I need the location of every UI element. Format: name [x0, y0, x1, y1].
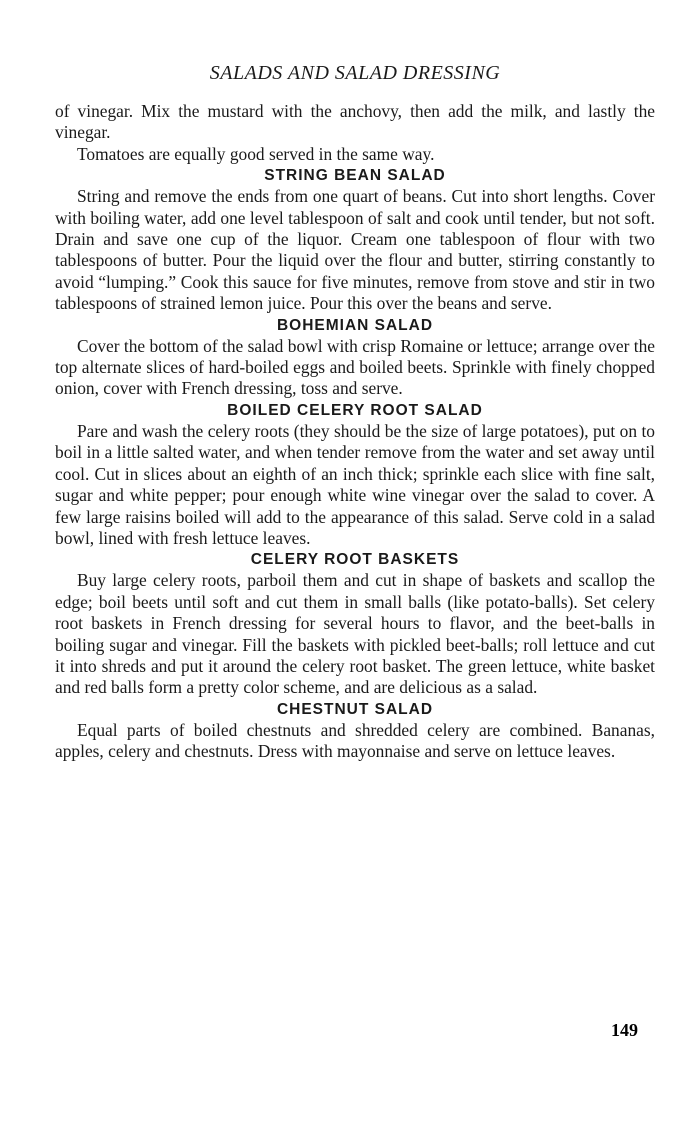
recipe-celery-root-baskets — [55, 551, 655, 698]
recipe-title: BOHEMIAN SALAD — [276, 316, 434, 334]
recipe-text: Equal parts of boiled chestnuts and shredded celery are combined. Bananas, apples, celery and chestnuts. Dress with mayonnaise and serve on lettuce leaves. — [55, 719, 655, 762]
recipe-text: String and remove the ends from one quart of beans. Cut into short lengths. Cover with boiling water, add one level tablespoon of salt and cook until tender, but not soft. Drain and save one cup of the liquor. Cream one tablespoon of flour with two tablespoons of butter. Pour the liquid over the flour and butter, stirring constantly to avoid “lumping.” Cook this sauce for five minutes, remove from stove and stir in two tablespoons of strained lemon juice. Pour this over the beans and serve. — [55, 186, 655, 314]
recipe-boiled-celery-root-salad — [55, 402, 655, 549]
recipe-title: BOILED CELERY ROOT SALAD — [227, 401, 483, 419]
recipe-string-bean-salad — [55, 167, 655, 314]
recipe-chestnut-salad — [55, 701, 655, 763]
recipe-title: CHESTNUT SALAD — [276, 700, 434, 718]
book-page — [55, 62, 655, 763]
recipe-text: Buy large celery roots, parboil them and cut in shape of baskets and scallop the edge; boil beets until soft and cut them in small balls (like potato-balls). Set celery root baskets in French dressing for several hours to flavor, and the beet-balls in boiling sugar and vinegar. Fill the baskets with pickled beet-balls; roll lettuce and cut it into shreds and put it around the celery root basket. The green lettuce, white basket and red balls form a pretty color scheme, and are delicious as a salad. — [55, 570, 655, 698]
intro-paragraph-continued: of vinegar. Mix the mustard with the anchovy, then add the milk, and lastly the vinegar. — [55, 101, 655, 143]
recipe-bohemian-salad — [55, 317, 655, 400]
running-head: SALADS AND SALAD DRESSING — [209, 62, 501, 84]
recipe-text: Cover the bottom of the salad bowl with crisp Romaine or lettuce; arrange over the top alternate slices of hard-boiled eggs and boiled beets. Sprinkle with finely chopped onion, cover with French dressing, toss and serve. — [55, 335, 655, 399]
page-number: 149 — [611, 1020, 638, 1040]
recipe-text: Pare and wash the celery roots (they should be the size of large potatoes), put on to boil in a little salted water, and when tender remove from the water and set away until cool. Cut in slices about an eighth of an inch thick; sprinkle each slice with fine salt, sugar and white pepper; pour enough white wine vinegar over the salad to cover. A few large raisins boiled will add to the appearance of this salad. Serve cold in a salad bowl, lined with fresh lettuce leaves. — [55, 420, 655, 548]
recipe-title: STRING BEAN SALAD — [264, 167, 446, 185]
intro-paragraph-tomatoes: Tomatoes are equally good served in the same way. — [77, 143, 435, 164]
recipe-title: CELERY ROOT BASKETS — [250, 551, 460, 569]
